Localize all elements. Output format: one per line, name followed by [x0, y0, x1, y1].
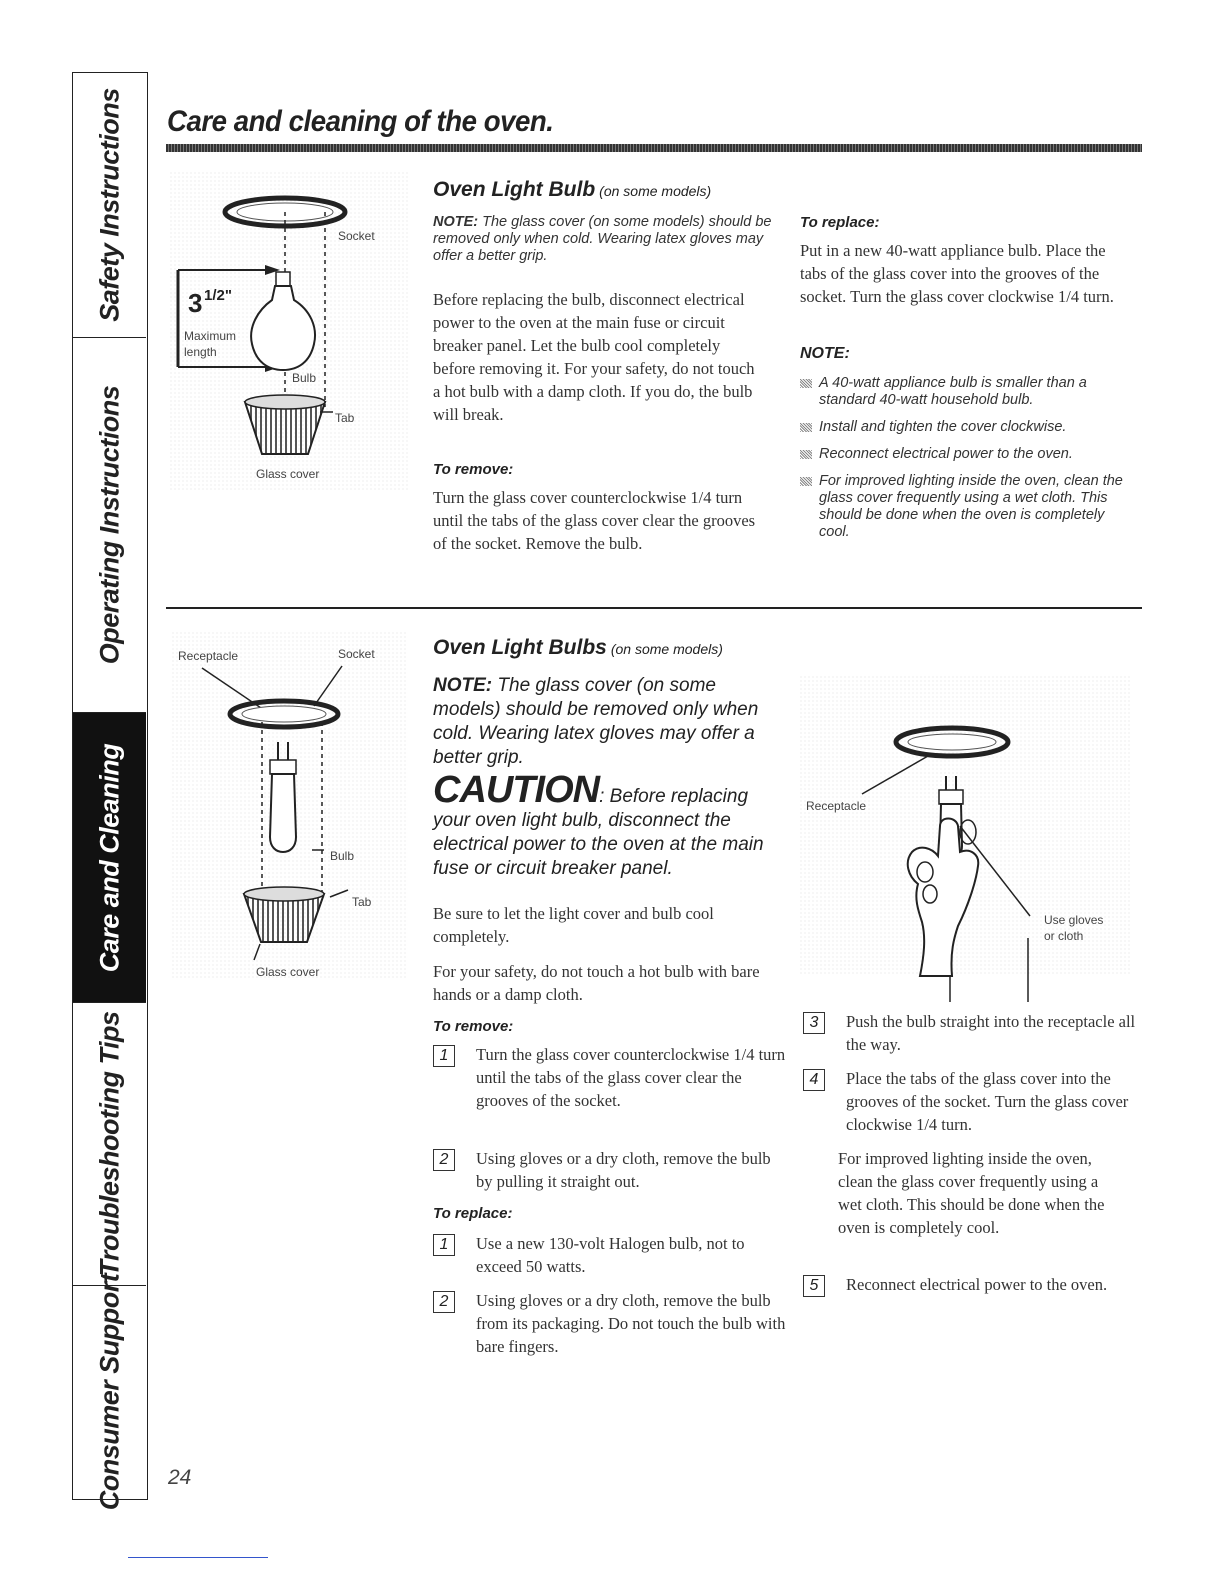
note-body: The glass cover (on some models) should be removed only when cold. Wearing latex gloves may offer a better grip.	[433, 675, 759, 768]
step-number: 3	[803, 1012, 825, 1034]
replace-step-1: 1 Use a new 130-volt Halogen bulb, not to exceed 50 watts.	[433, 1232, 786, 1278]
side-tab-nav	[72, 72, 148, 1511]
bullet-icon	[800, 379, 812, 388]
section-heading	[433, 636, 723, 660]
tab-label: Consumer Support	[94, 1273, 124, 1511]
note-item: For improved lighting inside the oven, clean the glass cover frequently using a wet cloth. This should be done when the oven is completely cool.	[800, 473, 1135, 541]
heading-text: Oven Light Bulbs	[433, 636, 607, 659]
tab-troubleshooting-tips[interactable]	[73, 1003, 146, 1286]
caution-word: CAUTION	[433, 769, 600, 811]
note-text	[433, 214, 773, 265]
size-fraction: 1/2"	[204, 287, 232, 304]
page-number: 24	[168, 1466, 192, 1489]
tab-safety-instructions[interactable]	[73, 73, 146, 338]
footer-link-line	[128, 1557, 268, 1558]
bullet-icon	[800, 423, 812, 432]
note-label: NOTE:	[433, 675, 493, 696]
socket-label: Socket	[338, 229, 375, 243]
notes-list	[800, 375, 1135, 551]
step-number: 2	[433, 1291, 455, 1313]
tab-consumer-support[interactable]	[73, 1273, 146, 1511]
note-body: The glass cover (on some models) should be removed only when cold. Wearing latex gloves may offer a better grip.	[433, 214, 772, 264]
replace-step-5: 5 Reconnect electrical power to the oven.	[803, 1273, 1146, 1296]
caution-body: : Before replacing your oven light bulb, disconnect the electrical power to the oven at the main fuse or circuit breaker panel.	[433, 786, 764, 879]
length-label: length	[184, 345, 217, 359]
bullet-icon	[800, 477, 812, 486]
tab-operating-instructions[interactable]	[73, 338, 146, 713]
tab-label-s2: Tab	[352, 895, 372, 909]
remove-heading: To remove:	[433, 461, 514, 478]
receptacle-label: Receptacle	[178, 649, 239, 663]
halogen-bulb-illustration	[172, 632, 408, 980]
hand-installing-bulb-illustration	[800, 676, 1130, 1002]
heading-text: Oven Light Bulb	[433, 178, 596, 201]
replace-step-3: 3 Push the bulb straight into the receptacle all the way.	[803, 1010, 1146, 1056]
improved-lighting-paragraph: For improved lighting inside the oven, clean the glass cover frequently using a wet cloth. This should be done when the oven is completely cool.	[838, 1149, 1105, 1237]
remove-step-1: 1 Turn the glass cover counterclockwise 1/4 turn until the tabs of the glass cover clear the grooves of the socket.	[433, 1043, 786, 1112]
heading-sub: (on some models)	[610, 641, 723, 657]
step-number: 1	[433, 1045, 455, 1067]
tab-label-s1: Tab	[335, 411, 355, 425]
note-text	[433, 674, 773, 770]
bullet-icon	[800, 450, 812, 459]
or-cloth-label: or cloth	[1044, 929, 1084, 943]
light-bulb-illustration	[170, 172, 410, 490]
step-number: 1	[433, 1234, 455, 1256]
replace-step-4: 4 Place the tabs of the glass cover into the grooves of the socket. Turn the glass cover clockwise 1/4 turn.	[803, 1067, 1146, 1136]
use-gloves-label: Use gloves	[1044, 913, 1104, 927]
tab-label: Safety Instructions	[94, 88, 124, 322]
note-item: Install and tighten the cover clockwise.	[800, 419, 1135, 436]
glass-cover-label: Glass cover	[256, 965, 320, 979]
tab-label: Troubleshooting Tips	[94, 1011, 124, 1277]
heading-sub: (on some models)	[599, 183, 712, 199]
bulb-label: Bulb	[330, 849, 355, 863]
glass-cover-label: Glass cover	[256, 467, 320, 481]
section-heading	[433, 178, 711, 202]
maximum-label: Maximum	[184, 329, 237, 343]
page-title: Care and cleaning of the oven.	[167, 105, 554, 138]
remove-step-2: 2 Using gloves or a dry cloth, remove the bulb by pulling it straight out.	[433, 1147, 786, 1193]
caution-text	[433, 769, 783, 881]
section-divider	[166, 607, 1142, 609]
tab-label: Care and Cleaning	[94, 743, 124, 972]
replace-text: Put in a new 40-watt appliance bulb. Place the tabs of the glass cover into the grooves of the socket. Turn the glass cover clockwise 1/4 turn.	[800, 241, 1114, 306]
safety-paragraph: For your safety, do not touch a hot bulb with bare hands or a damp cloth.	[433, 962, 760, 1004]
receptacle-label: Receptacle	[806, 799, 867, 813]
note2-heading: NOTE:	[800, 345, 850, 362]
socket-label: Socket	[338, 647, 375, 661]
step-number: 5	[803, 1275, 825, 1297]
size-number: 3	[188, 288, 203, 318]
note-label: NOTE:	[433, 214, 479, 230]
tab-label: Operating Instructions	[94, 385, 124, 665]
intro-paragraph: Before replacing the bulb, disconnect electrical power to the oven at the main fuse or circuit breaker panel. Let the bulb cool completely before removing it. For your safety, do not touch a hot bulb with a damp cloth. If you do, the bulb will break.	[433, 290, 755, 424]
tab-care-and-cleaning[interactable]	[73, 713, 146, 1003]
note-item: Reconnect electrical power to the oven.	[800, 446, 1135, 463]
step-number: 4	[803, 1069, 825, 1091]
cool-paragraph: Be sure to let the light cover and bulb cool completely.	[433, 904, 714, 946]
replace-heading: To replace:	[433, 1205, 513, 1222]
bulb-label: Bulb	[292, 371, 317, 385]
remove-heading: To remove:	[433, 1018, 514, 1035]
replace-step-2: 2 Using gloves or a dry cloth, remove the bulb from its packaging. Do not touch the bulb with bare fingers.	[433, 1289, 786, 1358]
step-number: 2	[433, 1149, 455, 1171]
remove-text: Turn the glass cover counterclockwise 1/4 turn until the tabs of the glass cover clear the grooves of the socket. Remove the bulb.	[433, 488, 756, 553]
replace-heading: To replace:	[800, 214, 880, 231]
title-rule	[166, 144, 1142, 152]
note-item: A 40-watt appliance bulb is smaller than a standard 40-watt household bulb.	[800, 375, 1135, 409]
